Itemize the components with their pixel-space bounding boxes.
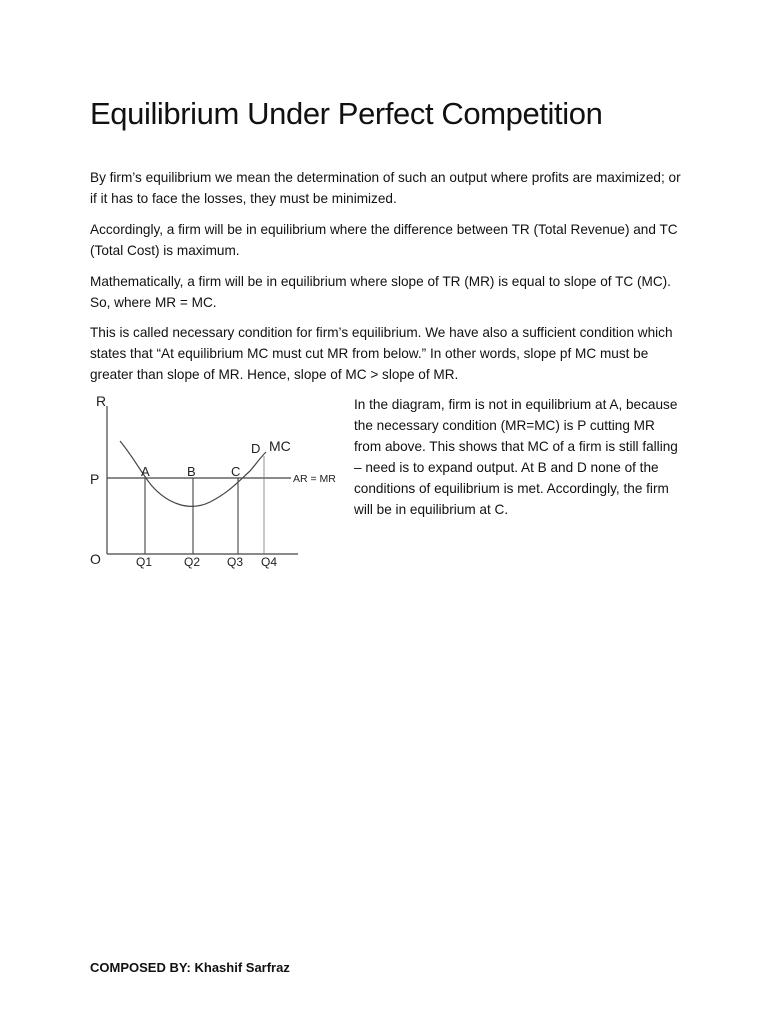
paragraph-sufficient-condition: This is called necessary condition for firm’s equilibrium. We have also a sufficient condition which states that “At equilibrium MC must cut MR from below.” In other words, slope pf MC must be greater than slope of MR. Hence, slope of MC > slope of MR. bbox=[90, 325, 673, 382]
q3-label: Q3 bbox=[227, 555, 244, 569]
y-axis-label: R bbox=[96, 393, 107, 409]
q2-label: Q2 bbox=[184, 555, 201, 569]
point-a-label: A bbox=[141, 464, 150, 479]
composer-footer: COMPOSED BY: Khashif Sarfraz bbox=[90, 960, 290, 975]
diagram-explanation: In the diagram, firm is not in equilibrium at A, because the necessary condition (MR=MC) is P cutting MR from above. This shows that MC of a firm is still falling – need is to expand output. At B and D none of the conditions of equilibrium is met. Accordingly, the firm will be in equilibrium at C. bbox=[354, 397, 678, 517]
price-label: P bbox=[90, 471, 100, 487]
mr-line-label: AR = MR bbox=[293, 473, 336, 485]
q1-label: Q1 bbox=[136, 555, 153, 569]
paragraph-definition: By firm’s equilibrium we mean the determination of such an output where profits are maximized; or if it has to face the losses, they must be minimized. bbox=[90, 170, 681, 206]
point-d-label: D bbox=[251, 441, 261, 456]
q4-label: Q4 bbox=[261, 555, 278, 569]
paragraph-tr-tc: Accordingly, a firm will be in equilibrium where the difference between TR (Total Revenue) and TC (Total Cost) is maximum. bbox=[90, 222, 678, 258]
paragraph-mr-mc: Mathematically, a firm will be in equilibrium where slope of TR (MR) is equal to slope of TC (MC). So, where MR = MC. bbox=[90, 274, 671, 310]
point-c-label: C bbox=[231, 464, 241, 479]
document-title: Equilibrium Under Perfect Competition bbox=[90, 96, 603, 131]
equilibrium-diagram bbox=[86, 388, 352, 576]
point-b-label: B bbox=[187, 464, 196, 479]
mc-curve-label: MC bbox=[269, 438, 291, 454]
origin-label: O bbox=[90, 551, 101, 567]
